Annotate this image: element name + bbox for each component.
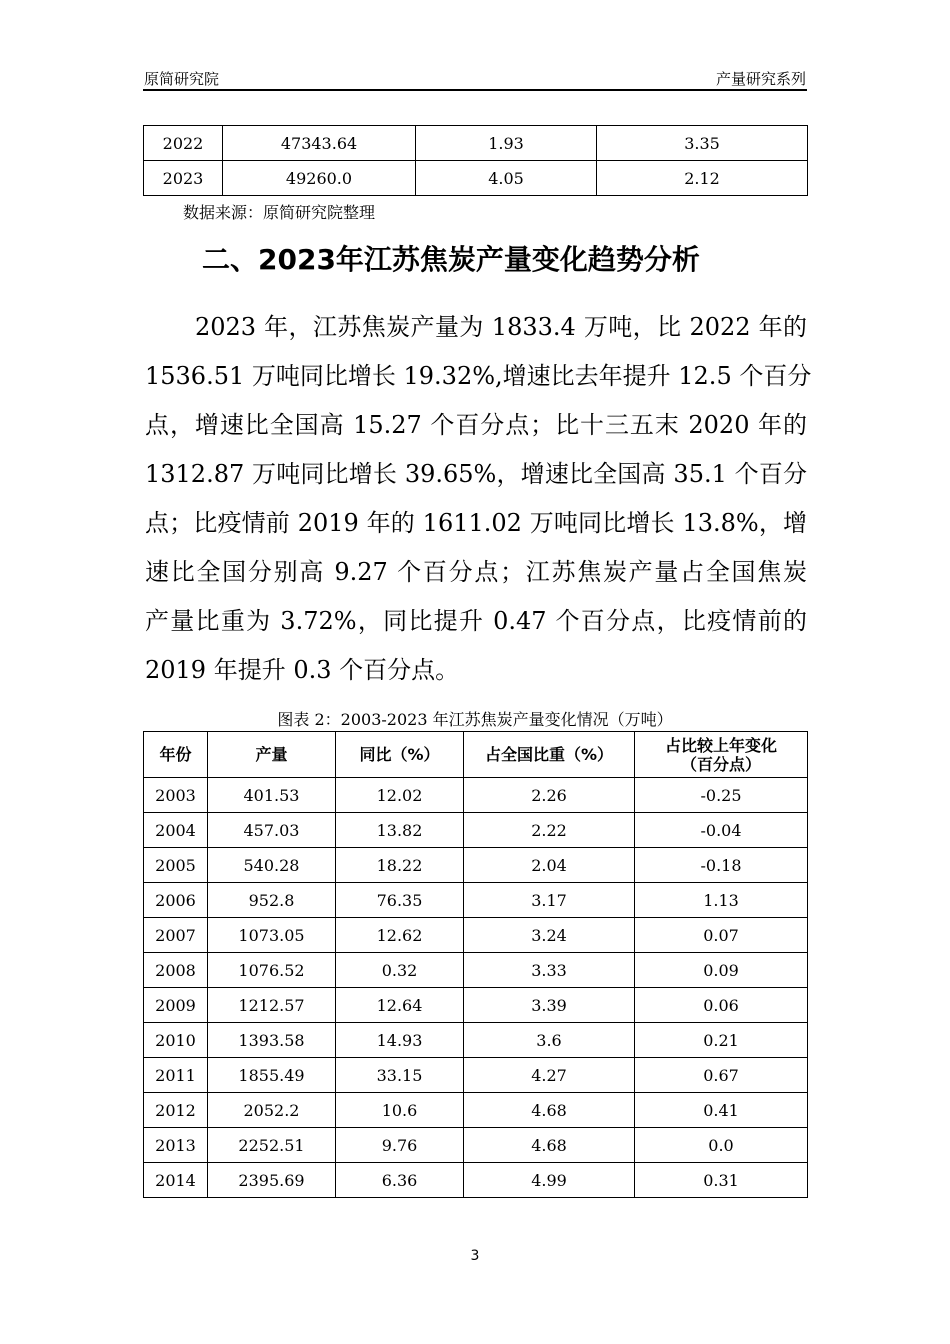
column-header bbox=[144, 732, 208, 778]
table-cell: 952.8 bbox=[208, 883, 336, 918]
table-row bbox=[144, 126, 808, 161]
table-cell: 2014 bbox=[144, 1163, 208, 1198]
table-row bbox=[144, 1093, 808, 1128]
table-cell: 1076.52 bbox=[208, 953, 336, 988]
table-row bbox=[144, 813, 808, 848]
table-cell: 0.21 bbox=[635, 1023, 808, 1058]
table-cell: 2252.51 bbox=[208, 1128, 336, 1163]
section-heading: 二、2023年江苏焦炭产量变化趋势分析 bbox=[202, 243, 700, 276]
table-cell: 2052.2 bbox=[208, 1093, 336, 1128]
table-cell: 3.24 bbox=[464, 918, 635, 953]
table-cell: 401.53 bbox=[208, 778, 336, 813]
table-cell: 2011 bbox=[144, 1058, 208, 1093]
table-cell: 2009 bbox=[144, 988, 208, 1023]
table-cell: 4.99 bbox=[464, 1163, 635, 1198]
table-cell: 47343.64 bbox=[223, 126, 416, 161]
column-header-text: 产量 bbox=[255, 745, 288, 764]
column-header-text: （百分点） bbox=[680, 754, 761, 774]
table-cell: 1.13 bbox=[635, 883, 808, 918]
table-cell: 540.28 bbox=[208, 848, 336, 883]
data-source: 数据来源：原简研究院整理 bbox=[183, 203, 376, 222]
table-cell: 0.0 bbox=[635, 1128, 808, 1163]
column-header bbox=[336, 732, 464, 778]
table-cell: 3.33 bbox=[464, 953, 635, 988]
paragraph-line: 产量比重为 3.72%，同比提升 0.47 个百分点，比疫情前的 bbox=[145, 607, 807, 635]
table-row bbox=[144, 1163, 808, 1198]
table-cell: 2007 bbox=[144, 918, 208, 953]
table-cell: 2005 bbox=[144, 848, 208, 883]
table-row bbox=[144, 953, 808, 988]
table-cell: -0.18 bbox=[635, 848, 808, 883]
table-cell: 0.67 bbox=[635, 1058, 808, 1093]
table-cell: 18.22 bbox=[336, 848, 464, 883]
table-row bbox=[144, 161, 808, 196]
table-cell: 0.32 bbox=[336, 953, 464, 988]
header-divider bbox=[143, 89, 807, 91]
table-cell: 4.68 bbox=[464, 1128, 635, 1163]
column-header bbox=[635, 732, 808, 778]
table-cell: 3.6 bbox=[464, 1023, 635, 1058]
column-header-text: 同比（%） bbox=[359, 745, 440, 764]
table-cell: 6.36 bbox=[336, 1163, 464, 1198]
table-cell: 33.15 bbox=[336, 1058, 464, 1093]
table-cell: -0.04 bbox=[635, 813, 808, 848]
table-cell: 3.39 bbox=[464, 988, 635, 1023]
table-row bbox=[144, 918, 808, 953]
table-cell: 2012 bbox=[144, 1093, 208, 1128]
paragraph-line: 点，增速比全国高 15.27 个百分点；比十三五末 2020 年的 bbox=[145, 411, 807, 439]
table-cell: 4.05 bbox=[416, 161, 597, 196]
table-cell: 14.93 bbox=[336, 1023, 464, 1058]
column-header-text: 年份 bbox=[159, 745, 192, 764]
table-row bbox=[144, 988, 808, 1023]
table-cell: 2006 bbox=[144, 883, 208, 918]
table-row bbox=[144, 1058, 808, 1093]
page-number: 3 bbox=[470, 1248, 480, 1264]
table-row bbox=[144, 848, 808, 883]
table-cell: 2395.69 bbox=[208, 1163, 336, 1198]
table-cell: 2004 bbox=[144, 813, 208, 848]
column-header bbox=[464, 732, 635, 778]
table-cell: 2008 bbox=[144, 953, 208, 988]
header-right: 产量研究系列 bbox=[715, 70, 806, 88]
table-cell: 2.12 bbox=[597, 161, 808, 196]
table-continued bbox=[143, 125, 808, 196]
table-cell: 0.07 bbox=[635, 918, 808, 953]
table-cell: 12.62 bbox=[336, 918, 464, 953]
body-paragraph bbox=[145, 303, 812, 695]
paragraph-line: 2023 年，江苏焦炭产量为 1833.4 万吨，比 2022 年的 bbox=[195, 313, 807, 341]
paragraph-line: 1536.51 万吨同比增长 19.32%,增速比去年提升 12.5 个百分 bbox=[145, 362, 812, 390]
table-cell: 0.31 bbox=[635, 1163, 808, 1198]
paragraph-line: 速比全国分别高 9.27 个百分点；江苏焦炭产量占全国焦炭 bbox=[145, 558, 807, 586]
table-row bbox=[144, 1023, 808, 1058]
table-cell: 2.22 bbox=[464, 813, 635, 848]
table-cell: 1855.49 bbox=[208, 1058, 336, 1093]
table-row bbox=[144, 883, 808, 918]
table-cell: 2.26 bbox=[464, 778, 635, 813]
table-cell: 13.82 bbox=[336, 813, 464, 848]
table-cell: 1393.58 bbox=[208, 1023, 336, 1058]
production-table bbox=[143, 731, 808, 1198]
table-cell: 2013 bbox=[144, 1128, 208, 1163]
table-cell: 1.93 bbox=[416, 126, 597, 161]
table-cell: 4.68 bbox=[464, 1093, 635, 1128]
table-cell: 2022 bbox=[144, 126, 223, 161]
table-cell: 10.6 bbox=[336, 1093, 464, 1128]
table-cell: 0.06 bbox=[635, 988, 808, 1023]
table-cell: 3.35 bbox=[597, 126, 808, 161]
column-header-text: 占比较上年变化 bbox=[664, 735, 777, 755]
table-cell: 2003 bbox=[144, 778, 208, 813]
paragraph-line: 2019 年提升 0.3 个百分点。 bbox=[145, 656, 460, 684]
table-cell: 2023 bbox=[144, 161, 223, 196]
column-header bbox=[208, 732, 336, 778]
table-cell: 1073.05 bbox=[208, 918, 336, 953]
table-caption: 图表 2：2003-2023 年江苏焦炭产量变化情况（万吨） bbox=[277, 710, 673, 729]
table-cell: 76.35 bbox=[336, 883, 464, 918]
column-header-text: 占全国比重（%） bbox=[484, 745, 614, 764]
table-cell: 12.02 bbox=[336, 778, 464, 813]
table-cell: -0.25 bbox=[635, 778, 808, 813]
header-left: 原简研究院 bbox=[144, 70, 220, 88]
table-cell: 3.17 bbox=[464, 883, 635, 918]
table-cell: 49260.0 bbox=[223, 161, 416, 196]
table-cell: 1212.57 bbox=[208, 988, 336, 1023]
table-cell: 0.41 bbox=[635, 1093, 808, 1128]
table-cell: 4.27 bbox=[464, 1058, 635, 1093]
table-cell: 0.09 bbox=[635, 953, 808, 988]
table-cell: 2.04 bbox=[464, 848, 635, 883]
table-row bbox=[144, 778, 808, 813]
table-cell: 12.64 bbox=[336, 988, 464, 1023]
paragraph-line: 1312.87 万吨同比增长 39.65%，增速比全国高 35.1 个百分 bbox=[145, 460, 807, 488]
table-row bbox=[144, 1128, 808, 1163]
table-cell: 2010 bbox=[144, 1023, 208, 1058]
table-cell: 9.76 bbox=[336, 1128, 464, 1163]
table-cell: 457.03 bbox=[208, 813, 336, 848]
paragraph-line: 点；比疫情前 2019 年的 1611.02 万吨同比增长 13.8%，增 bbox=[145, 509, 807, 537]
